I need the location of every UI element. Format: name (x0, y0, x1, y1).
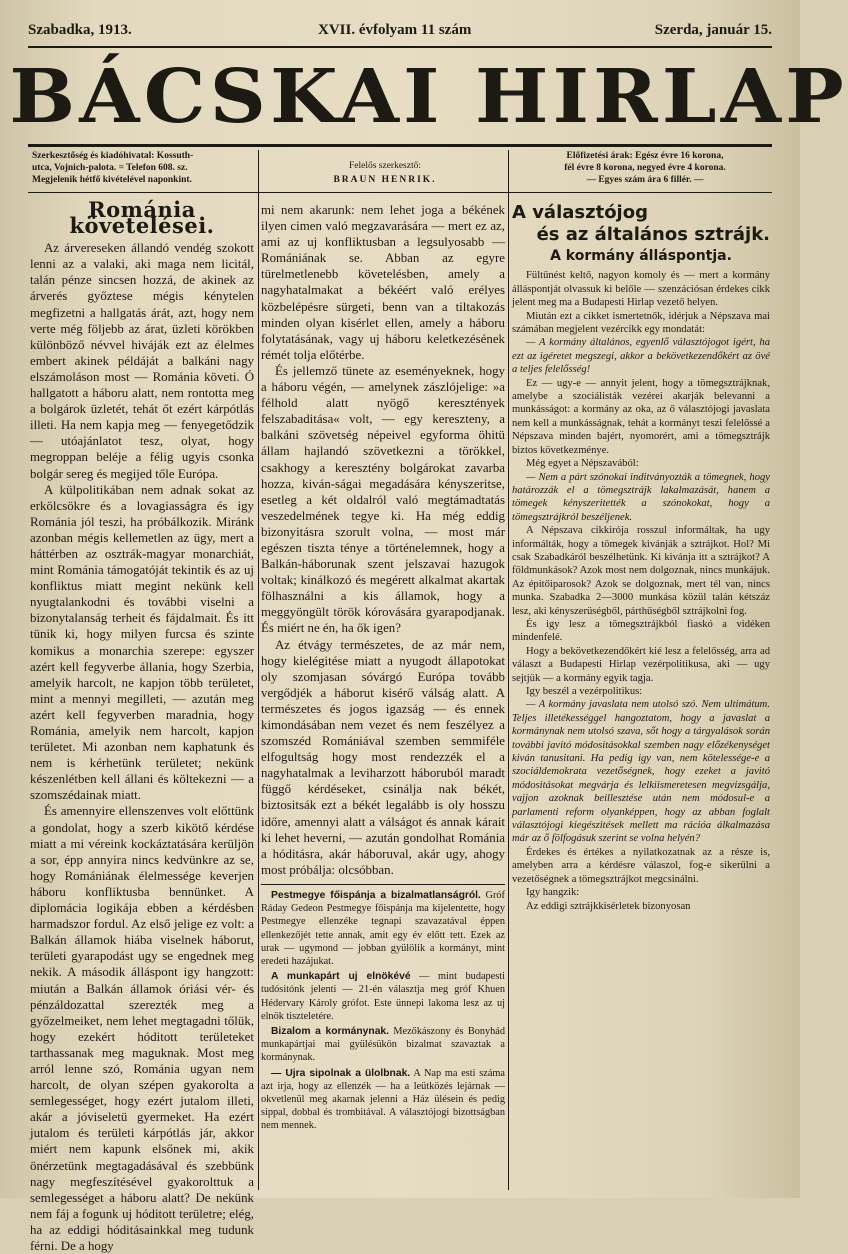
article-paragraph: És amennyire ellenszenves volt előttünk a gondolat, hogy a szerb kikötő kérdése miatt a mi véreink kockáztatására kerüljön a sor, épp annyira nincs kedvünkre az se, hogy Romániának élelmessége keverjen háboru konfliktusba bennünket. A diplomácia logikája ebben a kérdésben harmadszor fordul. Az első jelige ez volt: a Balkán államok hiába viselnek háborut, területi gyarapodást ugy se engednek meg nekik. A második álláspont igy hangzott: miután a Balkán államok óriási vér- és pénzáldozattal szerezték meg a győzelmeiket, nem lehet megtagadni tőlük, hogy ezekért hóditott területeket tarthassanak meg maguknak. Most meg arról lenne szó, Románia ugyan nem harcolt, de olyan szépen gyakorolta a semlegességet, hogy ezért jutalom illeti, akár a jóviseletü gyermeket. Ha ezért jutalom és területi kárpótlás jár, akkor miért nem kapunk elsőnek mi, akik önérzetünk megtagadásával és szebbünk nagy megfeszítésével gyakorolttuk a semlegességet a háboru alatt? De nekünk nem fáj a fogunk uj hóditott területre; elég, ha az eddigi hóditásainkkal meg tudunk férni. De a hogy (30, 804, 254, 1253)
article-paragraph: Az árvereseken állandó vendég szokott lenni az a valaki, aki magа nem licitál, talán pénze sincsen hozzá, de akinek az árverés győztese mégis kénytelen megfizetni a hallgatás árát, azt, hogy nem verte még följebb az árat, üzleti körökben különböző névvel hiváják ezt az élelmes embert akinek példáját a balkáni nagy elszámoláson most — Románia követi. Ó hallgatott a háboru alatt, nem rontotta meg a bolgárok üzletét, tehát őt ezért kárpótlás illeti. Ha nem kapja meg — fenyegetődzik — utóajánlatot tesz, olyat, hogy megroppan beléje a félig ugyis csonka bolgár sereg és megijed tőle Európa. (30, 241, 254, 481)
column-divider (258, 150, 259, 1190)
article-paragraph: Az étvágy természetes, de az már nem, hogy kielégitése miatt a nyugodt állapotokat oly szomjasan sóvárgó Európa tovább vergődjék a háborut kisérő válság alatt. A természetes és jogos igazság — és ennek kimondásában nem vezet és nem feszélyez a szomszéd Romániával szemben semmiféle elfogultság hogy most rendezzék el a nagyhatalmak a leviharzott háboruból maradt függő kérdéseket, csinálja nak békét, biztositsák ezt a békét legalább is oly hosszu időre, amennyi alatt a válságot és annak kárait ki lehet heverni, — azután gondolhat Románia a hóditásra, akár háboruval, akár ugy, ahogy most próbálja: olcsóbban. (261, 637, 505, 877)
article-paragraph: Az eddigi sztrájkkisérletek bizonyosan (526, 900, 691, 912)
brief-head: Bizalom a kormánynak. (271, 1026, 390, 1038)
news-brief (261, 970, 505, 1023)
info-left-line: utca, Vojnich-palota. = Telefon 608. sz. (32, 163, 188, 173)
left-article-title: Románia követelései. (69, 197, 215, 239)
top-rule (28, 46, 772, 48)
dateline (28, 22, 772, 44)
brief-text: — mint budapesti tudósitónk jelenti — 21-én választja meg gróf Khuen Hédervary Károly grófot. Este ünnepi lakoma lesz az uj elnök tiszteletére. (261, 971, 505, 1022)
article-paragraph: — A kormány javaslata nem utolsó szó. Nem ultimátum. Teljes illetékességgel hangoztatom, hogy a javaslat a kormánynak nem utolsó szava, sőt hogy a tárgyalások során további javitó módositásokkal szemben nagy előzékenységet kiván tanusitani. Ha pedig igy van, nem kötelessége-e a szociáldemokrata vezetőségnek, hogy ezeket a javitó módositásokat megvárja és lelkiismeretesen megvizsgálja, vajjon azoknak beillesztése után nem módosul-e a parlamenti reform olyanképpen, hogy az abban foglalt választójogi kiegészitések mellett ma rációa álkalmazása már az ő fölfogásuk szerint se volna helyén? (512, 699, 770, 845)
article-paragraph: És jellemző tünete az eseményeknek, hogy a háboru végén, — amelynek zászlójelige: »a félhold alatt nyögő keresztények felszabaditása« volt, — egy kereszteny, a balkáni szövetség népeivel egyforma öhitü állam hajlandó szövetkezni a törökkel, csakhogy a keresztény bolgárokat zavarba hozza, kiván-ságai megadására kényszeritse, esetleg a két oldalról való megtámadtatás veszedelmének tegye ki. Ha még eddig bizonyitásra szorult volna, — most már egészen tiszta ténye a történelemnek, hogy a Balkán-háborunak szent jelszavai hazugok voltak; kinálkozó és megérett alkalmat akartak fölhasználni a kis államok, hogy a meggyöngült török kórovására gyarapodjanak. És miért ne én, ha ők igen? (261, 363, 505, 636)
brief-text: A Nap ma esti számа azt irja, hogy az ellenzék — ha a leütközés lejárnak — okvetlenül meg akarnak jelenni a Ház ülésein és pedig sippal, dobbal és trombitával. A választójogi bizottságban nem mennek. (261, 1067, 505, 1132)
right-article (512, 202, 770, 1182)
price-line: Előfizetési árak: Egész évre 16 korona, (566, 151, 724, 161)
news-briefs (261, 880, 505, 1135)
info-rule (28, 192, 772, 193)
article-paragraph: A Népszava cikkirója rosszul informáltak, ha ugy informálták, hogy a tömegek kivánják a sztrájkot. Hol? Mi csak Szabadkáról beszélhetünk. Ki kivánja itt a sztrájkot? A földmunkások? Azok most nem dolgoznak, nincs munkájuk. Az épitőiparosok? Azok se dolgoznak, mert tél van, nincs munka. Szabadka 2—3000 munkása közül talán kétszáz lesz, aki kényszerüségből, párthűségből sztrájkolni fog. (512, 525, 770, 617)
column-divider (508, 150, 509, 1190)
article-paragraph: Ez — ugy-e — annyit jelent, hogy a tömegsztrájknak, amelybe a szociálisták vezérei akarják belevanni a munkásságot: a kormány az oka, az ő választójogi javaslata nem kell a munkásságnak, tehát a kormányt teszi felelőssé a Népszava minden bajért, nyomorért, ami a tömegsztrájk biztos következménye. (512, 377, 770, 456)
brief-text: Mezőkászony és Bonyhád munkapártjai mai gyülésükön bizalmat szavaztak a kormánynak. (261, 1026, 506, 1064)
article-paragraph: mi nem akarunk: nem lehet joga a békének ilyen cimen való megzavarására — mert ez az, ami az uj konfliktusban a legsulyosabb — Romániának se. Abban az egyre türelmetlenebb követelésben, amely a nagyhatalmakat a békéért való erélyes közbelépésre sürgeti, benn van a tiltakozás minden olyan kisérlet ellen, amely a háboru folytatásának, vagy uj háboru keletkezésének rémét tolja előtérbe. (261, 203, 505, 362)
brief-head: — Ujra sipolnak a ülolbnak. (271, 1067, 411, 1079)
masthead-title: BÁCSKAI HIRLAP (9, 54, 848, 140)
masthead-rule (28, 144, 772, 147)
article-paragraph: Igy beszél a vezérpolitikus: (526, 686, 643, 697)
info-left-line: Szerkesztőség és kiadóhivatal: Kossuth- (32, 151, 194, 161)
info-right (520, 150, 770, 186)
right-article-subtitle: A kormány álláspontja. (550, 248, 732, 264)
dateline-volume: XVII. évfolyam 11 szám (318, 22, 472, 38)
article-paragraph: Miután ezt a cikket ismertetnők, idérjuk a Népszava mai számában megjelent vezércikk egy mondatát: (512, 310, 770, 336)
info-left-line: Megjelenik hétfő kivételével naponkint. (32, 175, 192, 185)
price-line: fél évre 8 korona, negyed évre 4 korona. (564, 163, 726, 173)
article-paragraph: Fültűnést keltő, nagyon komoly és — mert a kormány álláspontját olvassuk ki belőle — szenzációsan érdekes cikk jelent meg ma a Budapesti Hirlap vezető helyen. (512, 270, 770, 309)
brief-head: A munkapárt uj elnökévé (271, 971, 411, 983)
middle-article (261, 202, 505, 877)
article-paragraph: Hogy a bekövetkezendőkért kié lesz a felelősség, arra ad választ a Budapesti Hirlap vezérpolitikusa, aki — ugy sejtjük — a kormány egyik tagja. (512, 645, 770, 684)
news-brief (261, 1025, 505, 1065)
article-paragraph: És igy lesz a tömegsztrájkból fiaskó a vidéken mindenfelé. (512, 618, 770, 644)
article-paragraph: — Nem a párt szónokai inditványozták a tömegnek, hogy határozzák el a tömegsztrájk lakalmazását, hanem a tömegek kényszeritették a szónokokat, hogy a tömegsztrájkról beszéljenek. (512, 471, 770, 523)
info-left (32, 150, 252, 186)
right-article-title-2: és az általános sztrájk. (536, 224, 770, 245)
price-line: — Egyes szám ára 6 fillér. — (586, 175, 704, 185)
article-paragraph: Igy hangzik: (526, 887, 580, 899)
article-paragraph: A külpolitikában nem adnak sokat az erkölcsökre és a lovagiasságra és igy Románia jól teszi, ha próbálkozik. Miránk azonban mégis kellemetlen az ügy, mert a háttérben az osztrák-magyar monarchiát, mint Románia támogatóját tekintik és az uj konfliktus miatt megint nekünk kell nyugtalankodni és további viselni a bizonytalanság terheit és fájdalmait. És itt tünik ki, hogy milyen furcsa és szinte komikus a monarchia szerepe: egyszer azért kell fegyverbe állania, hogy Szerbia, amelyik harcolt, ne kapjon több területet, mint a mennyi megilleti, — azután meg azért kell fegyverben maradnia, hogy Románia, amelyik nem harcolt, kapjon területet. Mi azonban nem kaphatunk és nem is kérhetünk területet; nekünk készenlétben kell állani és költekezni — a szomszédainak miatt. (30, 482, 254, 803)
info-center (300, 160, 470, 186)
brief-head: Pestmegye főispánja a bizalmatlanságról. (271, 890, 481, 901)
dateline-place-year: Szabadka, 1913. (28, 22, 132, 38)
news-brief (261, 1067, 505, 1133)
news-brief (261, 889, 505, 968)
brief-rule (261, 884, 505, 885)
editor-name: BRAUN HENRIK. (333, 175, 437, 185)
brief-text: Gróf Ráday Gedeon Pestmegye főispánja ma kijelentette, hogy Pestmegye ellenzéke tegnapi szavazatával éppen ellenkezőjét tette annak, amit egy év előtt tett. Ezek az urak — ugymond — jobban gyülölik a kormányt, mint eredeti hazájukat. (261, 890, 505, 968)
editor-label: Felelős szerkesztő: (348, 161, 422, 171)
left-article (30, 197, 254, 1253)
article-paragraph: Érdekes és értékes a nyilatkozatnak az a része is, amelyben arra a kérdésre válaszol, fog-e sikerülni a vezetőségnek a tömegsztrájkot megcsinálni. (512, 846, 770, 885)
right-article-title: A választójog (512, 202, 648, 223)
dateline-date: Szerda, január 15. (654, 22, 772, 38)
article-paragraph: Még egyet a Népszavából: (526, 458, 639, 470)
article-paragraph: — A kormány általános, egyenlő választójogot igért, ha ezt az igéretet megszegi, akkor a bekövetkezendőkért az övé a teljes felelősség! (512, 337, 770, 376)
